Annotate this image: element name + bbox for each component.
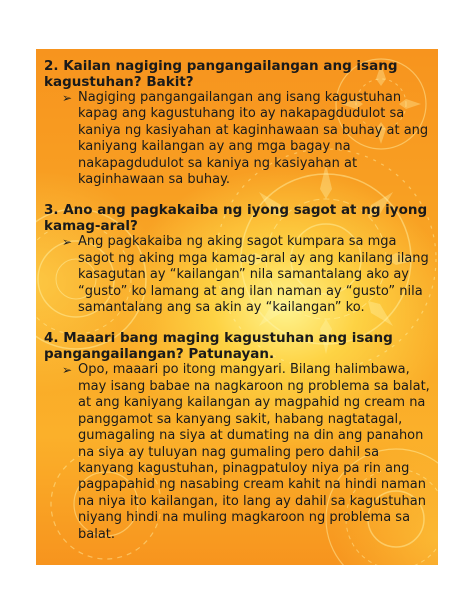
question-4: 4. Maaari bang maging kagustuhan ang isang pangangailangan? Patunayan. <box>44 330 393 363</box>
answer-2-text: Nagiging pangangailangan ang isang kagustuhan kapag ang kagustuhang ito ay nakapagdudulot sa kaniya ng kasiyahan at kaginhawaan sa buhay at ang kaniyang kailangan ay ang mga bagay na nakapagdudulot sa kaniya ng kasiyahan at kaginhawaan sa buhay. <box>78 90 429 188</box>
answer-2 <box>44 90 432 188</box>
answer-4 <box>44 362 432 542</box>
arrow-bullet-icon: ➢ <box>62 235 73 250</box>
answer-3 <box>44 234 432 316</box>
qa-block-4 <box>44 330 432 542</box>
document-card <box>36 49 438 565</box>
qa-block-2 <box>44 58 432 188</box>
question-3: 3. Ano ang pagkakaiba ng iyong sagot at ng iyong kamag-aral? <box>44 202 428 235</box>
qa-block-3 <box>44 202 432 316</box>
arrow-bullet-icon: ➢ <box>62 363 73 378</box>
answer-4-text: Opo, maaari po itong mangyari. Bilang halimbawa, may isang babae na nagkaroon ng problema sa balat, at ang kaniyang kailangan ay magpahid ng cream na panggamot sa kanyang sakit, habang nagtatagal, gumagaling na siya at dumating na din ang panahon na siya ay tuluyan nag gumaling pero dahil sa kanyang kagustuhan, pinagpatuloy niya pa rin ang pagpapahid ng nasabing cream kahit na hindi naman na niya ito kailangan, ito lang ay dahil sa kagustuhan niyang hindi na muling magkaroon ng problema sa balat. <box>78 362 430 542</box>
qa-list <box>36 49 438 543</box>
arrow-bullet-icon: ➢ <box>62 91 73 105</box>
question-2: 2. Kailan nagiging pangangailangan ang isang kagustuhan? Bakit? <box>44 58 398 90</box>
answer-3-text: Ang pagkakaiba ng aking sagot kumpara sa mga sagot ng aking mga kamag-aral ay ang kanilang ilang kasagutan ay “kailangan” nila samantalang ako ay “gusto” ko lamang at ang ilan naman ay “gusto” nila samantalang ang sa akin ay “kailangan” ko. <box>78 234 429 316</box>
